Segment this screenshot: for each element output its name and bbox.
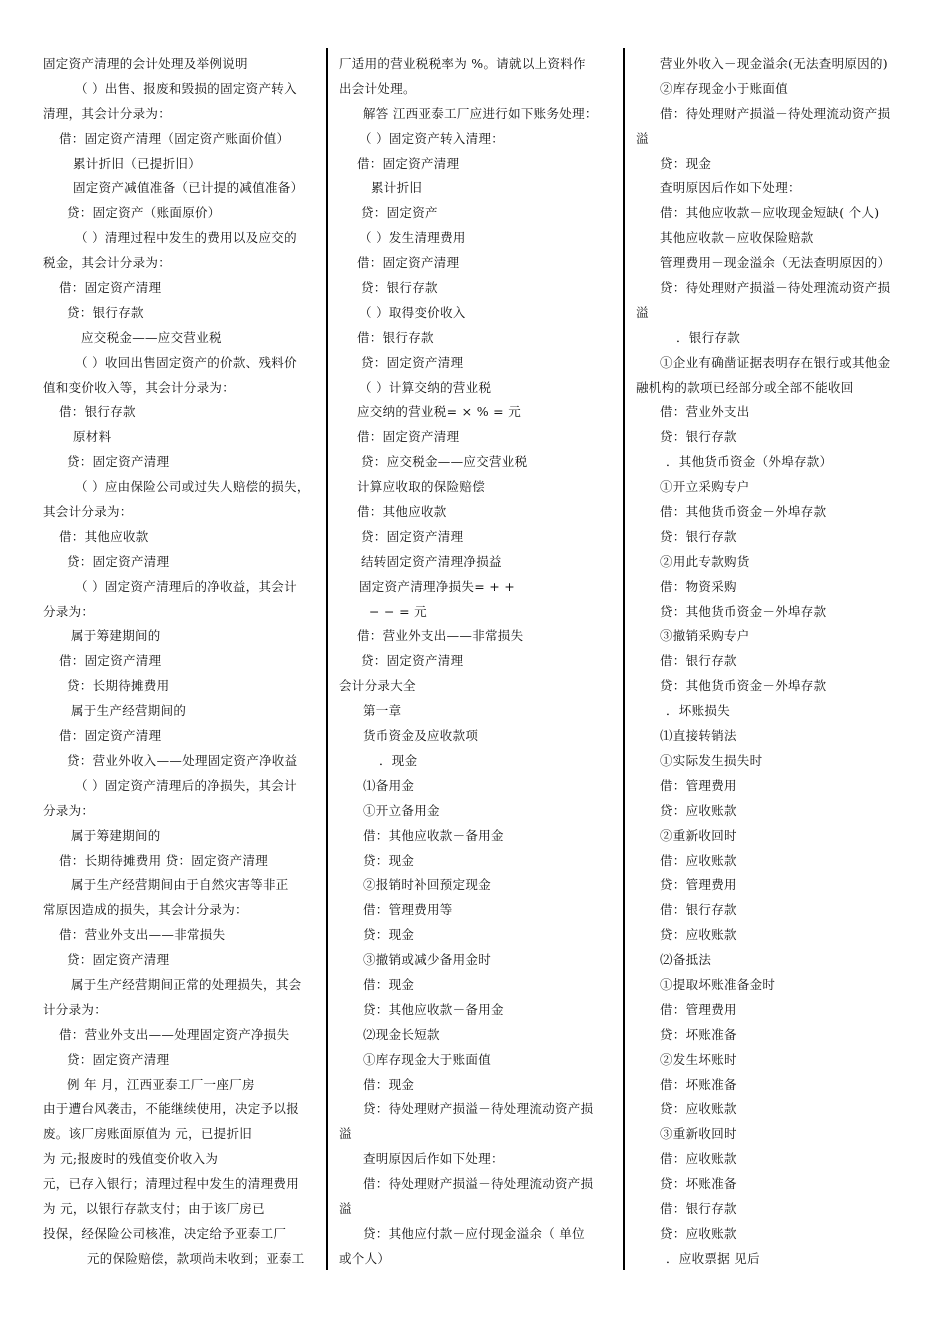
- text-line: 借：固定资产清理: [59, 280, 162, 296]
- text-line: 借：银行存款: [660, 902, 737, 918]
- text-line: 借：管理费用: [660, 1001, 737, 1017]
- text-line: 固定资产清理的会计处理及举例说明: [43, 56, 248, 71]
- text-line: − − = 元: [369, 603, 427, 619]
- text-line: 属于筹建期间的: [71, 827, 161, 843]
- text-line: 借：固定资产清理（固定资产账面价值）: [59, 130, 290, 146]
- text-line: 借：管理费用: [660, 777, 737, 793]
- text-line: 贷：其他货币资金－外埠存款: [660, 603, 827, 619]
- text-line: 贷：固定资产清理: [361, 528, 464, 544]
- text-line: 查明原因后作如下处理：: [363, 1151, 504, 1167]
- text-line: 借：固定资产清理: [59, 653, 162, 669]
- text-line: 贷：固定资产清理: [67, 553, 170, 569]
- text-line: ③撤销采购专户: [660, 628, 750, 644]
- text-line: 贷：固定资产（账面原价）: [67, 205, 221, 221]
- text-line: 其他应收款－应收保险赔款: [660, 230, 814, 246]
- text-line: 贷：待处理财产损溢－待处理流动资产损: [660, 280, 891, 296]
- text-line: 借：现金: [363, 976, 415, 992]
- text-line: ⑴直接转销法: [660, 728, 737, 744]
- text-column-2: [339, 52, 611, 1272]
- text-line: （ ）计算交纳的营业税: [359, 379, 492, 395]
- text-line: 贷：应收账款: [660, 1225, 737, 1241]
- text-line: 贷：固定资产清理: [361, 653, 464, 669]
- text-line: 货币资金及应收款项: [363, 728, 479, 744]
- text-line: 借：管理费用等: [363, 902, 453, 918]
- text-line: 借：应收账款: [660, 852, 737, 868]
- text-line: 解答 江西亚泰工厂应进行如下账务处理：: [363, 105, 598, 121]
- text-line: ②发生坏账时: [660, 1051, 737, 1067]
- text-line: 查明原因后作如下处理：: [660, 180, 801, 196]
- text-line: （ ）出售、报废和毁损的固定资产转入: [75, 80, 297, 96]
- text-line: 贷：固定资产清理: [67, 454, 170, 470]
- text-line: 借：营业外支出——处理固定资产净损失: [59, 1026, 290, 1042]
- text-line: ②用此专款购货: [660, 553, 750, 569]
- text-line: 贷：坏账准备: [660, 1026, 737, 1042]
- text-line: 溢: [636, 130, 649, 146]
- text-line: ．坏账损失: [666, 703, 731, 719]
- text-line: 由于遭台风袭击，不能继续使用，决定予以报: [43, 1101, 300, 1117]
- text-line: 第一章: [363, 703, 402, 719]
- text-column-3: [636, 52, 908, 1272]
- text-line: 借：银行存款: [357, 329, 434, 345]
- text-line: 借：待处理财产损溢－待处理流动资产损: [660, 105, 891, 121]
- text-line: 贷：现金: [660, 155, 712, 171]
- text-line: 贷：管理费用: [660, 877, 737, 893]
- text-line: 贷：固定资产清理: [67, 952, 170, 968]
- text-line: 元的保险赔偿，款项尚未收到；亚泰工: [87, 1250, 305, 1266]
- text-line: 营业外收入－现金溢余(无法查明原因的): [660, 56, 888, 71]
- text-line: 溢: [339, 1200, 352, 1216]
- text-line: 融机构的款项已经部分或全部不能收回: [636, 379, 854, 395]
- text-line: （ ）收回出售固定资产的价款、残料价: [75, 354, 297, 370]
- text-line: ①企业有确凿证据表明存在银行或其他金: [660, 354, 891, 370]
- text-line: （ ）清理过程中发生的费用以及应交的: [75, 230, 297, 246]
- text-line: ②报销时补回预定现金: [363, 877, 492, 893]
- text-line: 借：营业外支出——非常损失: [357, 628, 524, 644]
- text-line: 借：营业外支出: [660, 404, 750, 420]
- text-line: ．现金: [379, 752, 418, 768]
- text-line: 贷：其他应付款－应付现金溢余（ 单位: [363, 1225, 585, 1241]
- text-line: 常原因造成的损失，其会计分录为：: [43, 902, 248, 918]
- text-line: 累计折旧（已提折旧）: [73, 155, 202, 171]
- text-line: 原材料: [73, 429, 112, 445]
- text-line: 贷：营业外收入——处理固定资产净收益: [67, 752, 298, 768]
- text-line: （ ）发生清理费用: [359, 230, 466, 246]
- text-line: 管理费用－现金溢余（无法查明原因的）: [660, 255, 891, 271]
- text-line: （ ）应由保险公司或过失人赔偿的损失，: [75, 479, 310, 495]
- text-line: ①实际发生损失时: [660, 752, 763, 768]
- text-line: 属于生产经营期间由于自然灾害等非正: [71, 877, 289, 893]
- text-line: 属于筹建期间的: [71, 628, 161, 644]
- text-line: 借：应收账款: [660, 1151, 737, 1167]
- text-line: ⑴备用金: [363, 777, 415, 793]
- text-line: 应交纳的营业税= × % = 元: [357, 404, 521, 420]
- text-line: 贷：应收账款: [660, 802, 737, 818]
- text-line: 会计分录大全: [339, 678, 416, 694]
- text-line: 固定资产清理净损失= + +: [359, 578, 516, 594]
- text-line: 溢: [339, 1126, 352, 1142]
- text-line: 贷：现金: [363, 927, 415, 943]
- text-line: 出会计处理。: [339, 80, 416, 96]
- text-line: 为 元，以银行存款支付；由于该厂房已: [43, 1200, 265, 1216]
- column-divider-1: [326, 48, 328, 1270]
- text-line: 或个人）: [339, 1250, 391, 1266]
- text-line: 借：固定资产清理: [59, 728, 162, 744]
- text-line: 贷：长期待摊费用: [67, 678, 170, 694]
- text-line: ．应收票据 见后: [666, 1250, 760, 1266]
- text-line: 借：现金: [363, 1076, 415, 1092]
- text-line: 贷：应收账款: [660, 1101, 737, 1117]
- text-line: 溢: [636, 304, 649, 320]
- text-line: 借：其他货币资金－外埠存款: [660, 504, 827, 520]
- text-line: 贷：银行存款: [67, 304, 144, 320]
- text-line: 应交税金——应交营业税: [81, 329, 222, 345]
- text-line: 借：其他应收款: [357, 504, 447, 520]
- text-line: 厂适用的营业税税率为 %。请就以上资料作: [339, 56, 586, 71]
- text-line: 借：银行存款: [660, 653, 737, 669]
- text-line: 借：营业外支出——非常损失: [59, 927, 226, 943]
- text-line: ．银行存款: [676, 329, 741, 345]
- text-line: 借：其他应收款: [59, 528, 149, 544]
- text-line: 贷：固定资产清理: [361, 354, 464, 370]
- text-line: 借：固定资产清理: [357, 155, 460, 171]
- text-line: 借：银行存款: [59, 404, 136, 420]
- text-line: 贷：应交税金——应交营业税: [361, 454, 528, 470]
- text-line: 贷：现金: [363, 852, 415, 868]
- text-line: 借：其他应收款－应收现金短缺( 个人): [660, 205, 880, 221]
- text-line: ③撤销或减少备用金时: [363, 952, 492, 968]
- text-line: ①库存现金大于账面值: [363, 1051, 492, 1067]
- text-line: 结转固定资产清理净损益: [361, 553, 502, 569]
- column-divider-2: [623, 48, 625, 1270]
- text-line: ．其他货币资金（外埠存款）: [666, 454, 833, 470]
- text-line: （ ）固定资产清理后的净收益，其会计: [75, 578, 297, 594]
- text-line: 分录为：: [43, 802, 95, 818]
- text-line: 借：固定资产清理: [357, 255, 460, 271]
- text-line: ②重新收回时: [660, 827, 737, 843]
- text-line: 属于生产经营期间的: [71, 703, 187, 719]
- text-line: ①开立采购专户: [660, 479, 750, 495]
- text-line: 借：物资采购: [660, 578, 737, 594]
- text-line: 清理，其会计分录为：: [43, 105, 172, 121]
- text-line: ①开立备用金: [363, 802, 440, 818]
- text-line: ⑵备抵法: [660, 952, 712, 968]
- text-line: 固定资产减值准备（已计提的减值准备）: [73, 180, 304, 196]
- text-line: 累计折旧: [371, 180, 423, 196]
- text-line: 借：长期待摊费用 贷：固定资产清理: [59, 852, 269, 868]
- text-line: ⑵现金长短款: [363, 1026, 440, 1042]
- text-line: 借：固定资产清理: [357, 429, 460, 445]
- text-line: 元，已存入银行；清理过程中发生的清理费用: [43, 1176, 300, 1192]
- text-line: 贷：银行存款: [660, 429, 737, 445]
- text-line: 废。该厂房账面原值为 元，已提折旧: [43, 1126, 253, 1142]
- text-line: 贷：其他货币资金－外埠存款: [660, 678, 827, 694]
- text-line: ②库存现金小于账面值: [660, 80, 789, 96]
- text-line: 贷：固定资产清理: [67, 1051, 170, 1067]
- text-line: 计分录为：: [43, 1001, 108, 1017]
- text-line: 借：银行存款: [660, 1200, 737, 1216]
- text-line: 贷：银行存款: [361, 280, 438, 296]
- text-line: 为 元;报废时的残值变价收入为: [43, 1151, 219, 1167]
- text-line: ①提取坏账准备金时: [660, 976, 776, 992]
- text-line: 贷：应收账款: [660, 927, 737, 943]
- text-line: 投保，经保险公司核准，决定给予亚泰工厂: [43, 1225, 287, 1241]
- text-line: 例 年 月，江西亚泰工厂一座厂房: [67, 1076, 255, 1092]
- text-line: 借：待处理财产损溢－待处理流动资产损: [363, 1176, 594, 1192]
- text-line: 贷：待处理财产损溢－待处理流动资产损: [363, 1101, 594, 1117]
- text-line: 贷：固定资产: [361, 205, 438, 221]
- text-line: 贷：坏账准备: [660, 1176, 737, 1192]
- text-line: （ ）取得变价收入: [359, 304, 466, 320]
- text-line: 贷：其他应收款－备用金: [363, 1001, 504, 1017]
- text-column-1: [43, 52, 315, 1272]
- text-line: 其会计分录为：: [43, 504, 133, 520]
- text-line: 分录为：: [43, 603, 95, 619]
- text-line: （ ）固定资产清理后的净损失，其会计: [75, 777, 297, 793]
- text-line: （ ）固定资产转入清理：: [359, 130, 505, 146]
- text-line: 值和变价收入等，其会计分录为：: [43, 379, 236, 395]
- text-line: 贷：银行存款: [660, 528, 737, 544]
- text-line: 属于生产经营期间正常的处理损失，其会: [71, 976, 302, 992]
- text-line: 计算应收取的保险赔偿: [357, 479, 486, 495]
- text-line: 借：其他应收款－备用金: [363, 827, 504, 843]
- text-line: ③重新收回时: [660, 1126, 737, 1142]
- text-line: 税金，其会计分录为：: [43, 255, 172, 271]
- text-line: 借：坏账准备: [660, 1076, 737, 1092]
